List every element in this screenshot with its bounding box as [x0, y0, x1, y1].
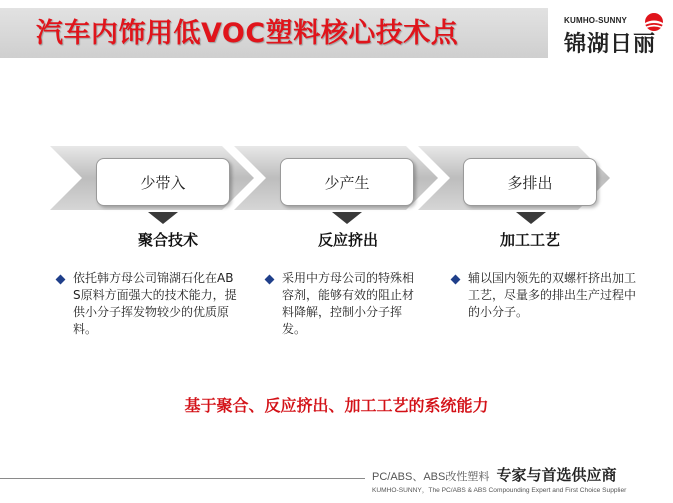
bullet-text: 辅以国内领先的双螺杆挤出加工工艺，尽量多的排出生产过程中的小分子。 [468, 271, 637, 319]
column-title-polymerization: 聚合技术 [137, 231, 198, 249]
summary-statement: 基于聚合、反应挤出、加工工艺的系统能力 [184, 396, 489, 415]
logo-chinese-text: 锦湖日丽 [564, 32, 657, 57]
step-box-increase-emission: 多排出 [463, 158, 597, 206]
bullet-text: 采用中方母公司的特殊相容剂，能够有效的阻止材料降解，控制小分子挥发。 [282, 271, 415, 336]
column-title-processing: 加工工艺 [499, 231, 560, 249]
footer-divider [0, 478, 365, 479]
bullet-reactive-extrusion [266, 270, 426, 338]
bullet-processing [452, 270, 642, 321]
footer-slogan-big: 专家与首选供应商 [496, 466, 617, 484]
logo-english-text: KUMHO-SUNNY [564, 16, 628, 25]
footer-slogan-small: PC/ABS、ABS改性塑料 [372, 471, 490, 483]
step-box-reduce-intake: 少带入 [96, 158, 230, 206]
down-triangle-icon [516, 212, 546, 224]
diamond-bullet-icon [56, 275, 66, 285]
column-title-reactive-extrusion: 反应挤出 [317, 231, 378, 249]
company-logo [564, 12, 664, 60]
down-triangle-icon [148, 212, 178, 224]
step-box-reduce-generation: 少产生 [280, 158, 414, 206]
footer-slogan [372, 464, 616, 485]
diamond-bullet-icon [451, 275, 461, 285]
footer-english-slogan: KUMHO-SUNNY，The PC/ABS & ABS Compounding Expert and First Choice Supplier [372, 487, 627, 494]
diamond-bullet-icon [265, 275, 275, 285]
down-triangle-icon [332, 212, 362, 224]
bullet-text: 依托韩方母公司锦湖石化在ABS原料方面强大的技术能力，提供小分子挥发物较少的优质原料。 [73, 271, 237, 336]
page-title: 汽车内饰用低VOC塑料核心技术点 [36, 18, 459, 49]
bullet-polymerization [57, 270, 247, 338]
